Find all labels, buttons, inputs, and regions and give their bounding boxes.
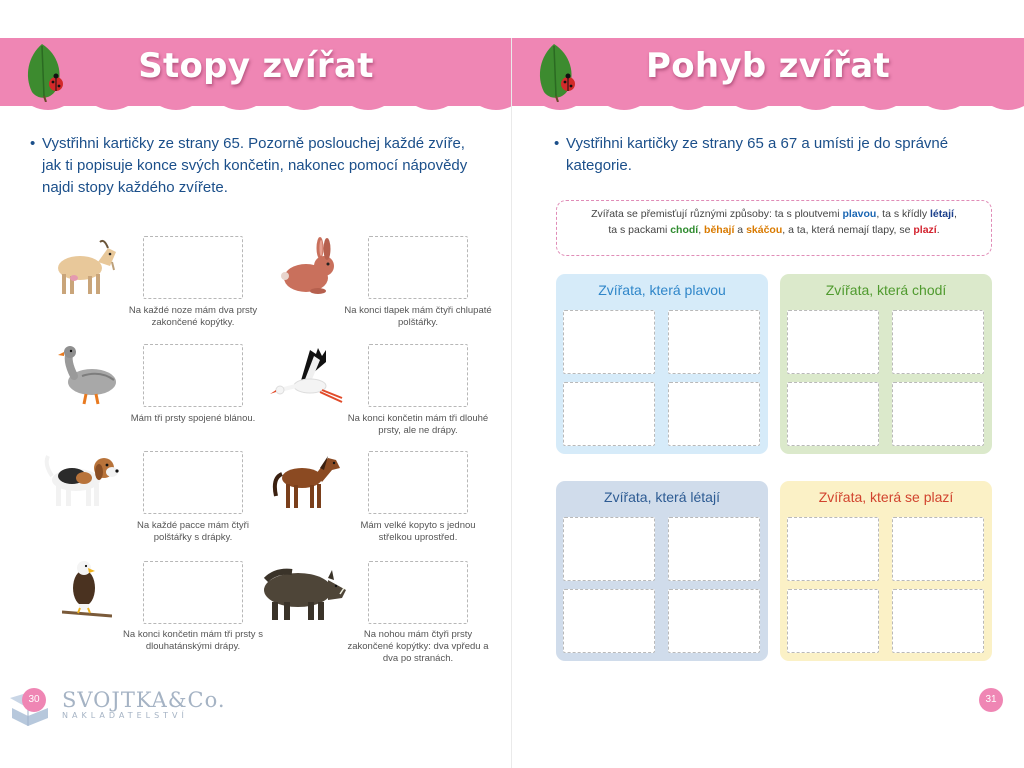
- footprint-box-goose[interactable]: [143, 344, 243, 407]
- rabbit-illustration: [276, 236, 340, 298]
- goose-illustration: [56, 346, 122, 408]
- bullet: •: [554, 135, 560, 152]
- goat-illustration: [50, 236, 122, 298]
- card-slot[interactable]: [668, 589, 760, 653]
- card-slot[interactable]: [787, 589, 879, 653]
- banner-wave: [0, 100, 512, 114]
- card-slot[interactable]: [563, 382, 655, 446]
- info-box: [556, 200, 992, 256]
- card-slot[interactable]: [892, 382, 984, 446]
- footprint-box-goat[interactable]: [143, 236, 243, 299]
- info-text: Zvířata se přemisťují různými způsoby: ta s ploutvemi: [591, 208, 843, 220]
- category-title: Zvířata, která se plazí: [818, 489, 954, 505]
- info-text: , a ta, která nemají tlapy, se: [782, 224, 914, 236]
- category-crawl: [780, 481, 992, 661]
- clue-goat: Na každé noze mám dva prsty zakončené kopýtky.: [128, 305, 258, 328]
- footprint-box-eagle[interactable]: [143, 561, 243, 624]
- page-number-right: 31: [979, 688, 1003, 712]
- footprint-box-rabbit[interactable]: [368, 236, 468, 299]
- intro-paragraph: Vystřihni kartičky ze strany 65. Pozorně poslouchej každé zvíře, jak ti popisuje konce svých končetin, nakonec pomocí nápovědy najdi stopy každého zvířete.: [42, 135, 468, 196]
- card-slot[interactable]: [563, 517, 655, 581]
- card-slot[interactable]: [668, 382, 760, 446]
- info-line-1: [557, 206, 991, 222]
- keyword-swim: plavou: [842, 208, 877, 220]
- card-slot[interactable]: [787, 517, 879, 581]
- info-text: ta s packami: [608, 224, 671, 236]
- category-title: Zvířata, která létají: [604, 489, 720, 505]
- info-text: a: [734, 224, 747, 236]
- info-text: , ta s křídly: [876, 208, 931, 220]
- eagle-illustration: [62, 558, 112, 620]
- card-slot[interactable]: [787, 382, 879, 446]
- publisher-subtitle: NAKLADATELSTVÍ: [62, 711, 188, 720]
- card-slot[interactable]: [563, 589, 655, 653]
- stork-illustration: [270, 344, 350, 406]
- card-slot[interactable]: [892, 310, 984, 374]
- keyword-run: běhají: [704, 224, 735, 236]
- keyword-walk: chodí: [670, 224, 699, 236]
- intro-text-right: [554, 133, 974, 177]
- keyword-jump: skáčou: [746, 224, 783, 236]
- category-title: Zvířata, která plavou: [598, 282, 726, 298]
- keyword-fly: létají: [930, 208, 954, 220]
- publisher-logo: [62, 688, 226, 720]
- category-walk: [780, 274, 992, 454]
- horse-illustration: [270, 452, 346, 514]
- footprint-box-beagle[interactable]: [143, 451, 243, 514]
- info-text: .: [936, 224, 940, 236]
- intro-text: [30, 133, 480, 199]
- clue-beagle: Na každé pacce mám čtyři polštářky s drápky.: [137, 520, 249, 543]
- footprint-box-horse[interactable]: [368, 451, 468, 514]
- clue-goose: Mám tři prsty spojené blánou.: [130, 413, 256, 424]
- footprint-box-stork[interactable]: [368, 344, 468, 407]
- clue-horse: Mám velké kopyto s jednou střelkou uprostřed.: [360, 520, 476, 543]
- clue-rabbit: Na konci tlapek mám čtyři chlupaté polštářky.: [344, 305, 492, 328]
- info-line-2: [557, 222, 991, 238]
- info-text: ,: [953, 208, 957, 220]
- info-text: ,: [698, 224, 705, 236]
- category-swim: [556, 274, 768, 454]
- footprint-box-boar[interactable]: [368, 561, 468, 624]
- beagle-illustration: [42, 452, 122, 512]
- publisher-name: SVOJTKA&Co.: [62, 688, 226, 712]
- category-fly: [556, 481, 768, 661]
- card-slot[interactable]: [668, 310, 760, 374]
- card-slot[interactable]: [787, 310, 879, 374]
- keyword-crawl: plazí: [913, 224, 937, 236]
- card-slot[interactable]: [563, 310, 655, 374]
- clue-stork: Na konci končetin mám tři dlouhé prsty, ale ne drápy.: [347, 413, 489, 436]
- bullet: •: [30, 135, 36, 152]
- card-slot[interactable]: [892, 517, 984, 581]
- boar-illustration: [256, 562, 352, 622]
- clue-eagle: Na konci končetin mám tři prsty s dlouhatánskými drápy.: [123, 629, 263, 652]
- page-number-left: 30: [22, 688, 46, 712]
- card-slot[interactable]: [892, 589, 984, 653]
- clue-boar: Na nohou mám čtyři prsty zakončené kopýtky: dva vpředu a dva po stranách.: [347, 629, 489, 664]
- category-title: Zvířata, která chodí: [825, 282, 947, 298]
- banner-wave: [512, 100, 1024, 114]
- page-title: Pohyb zvířat: [646, 46, 890, 86]
- page-title: Stopy zvířat: [138, 46, 374, 86]
- intro-paragraph: Vystřihni kartičky ze strany 65 a 67 a umísti je do správné kategorie.: [566, 135, 949, 174]
- card-slot[interactable]: [668, 517, 760, 581]
